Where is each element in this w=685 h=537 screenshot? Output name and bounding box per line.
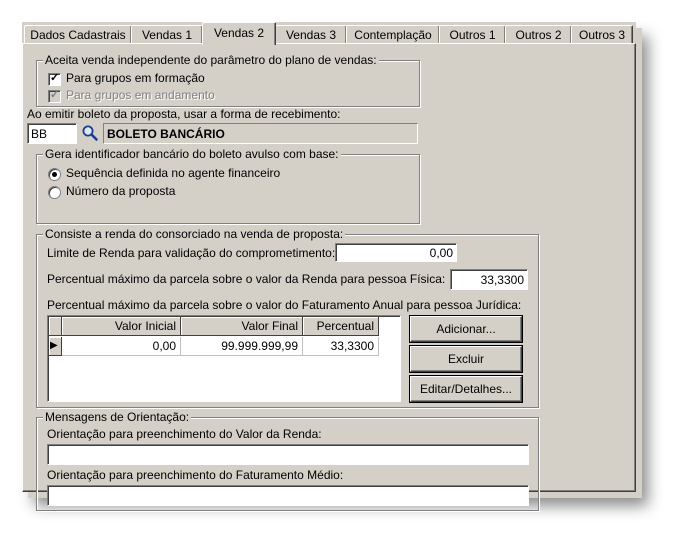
grid-header-valor-inicial[interactable]: Valor Inicial bbox=[62, 317, 181, 336]
form-window bbox=[22, 22, 636, 492]
group-mensagens bbox=[36, 410, 539, 511]
radio-sequencia-agente[interactable] bbox=[48, 168, 61, 181]
group-aceita-venda bbox=[36, 53, 420, 107]
excluir-button[interactable]: Excluir bbox=[410, 346, 522, 372]
forma-recebimento-description: BOLETO BANCÁRIO bbox=[103, 123, 418, 144]
percentual-pf-input[interactable]: 33,3300 bbox=[450, 269, 528, 290]
adicionar-button[interactable]: Adicionar... bbox=[410, 316, 522, 342]
checkbox-grupos-andamento bbox=[48, 90, 61, 103]
faixas-grid[interactable] bbox=[47, 315, 401, 402]
label-forma-recebimento: Ao emitir boleto da proposta, usar a forma de recebimento: bbox=[27, 107, 341, 121]
tab-vendas-1[interactable]: Vendas 1 bbox=[131, 25, 203, 44]
label-percentual-pf: Percentual máximo da parcela sobre o valor da Renda para pessoa Física: bbox=[47, 272, 446, 286]
tab-vendas-3[interactable]: Vendas 3 bbox=[275, 25, 347, 44]
check-icon: ✓ bbox=[50, 72, 60, 84]
radio-selected-dot bbox=[52, 172, 57, 177]
radio-numero-proposta[interactable] bbox=[48, 186, 61, 199]
label-limite-renda: Limite de Renda para validação do comprometimento: bbox=[47, 246, 336, 260]
search-icon[interactable] bbox=[81, 124, 99, 142]
group-identificador-title: Gera identificador bancário do boleto avulso com base: bbox=[45, 147, 339, 161]
table-row-valor-inicial[interactable]: 0,00 bbox=[62, 337, 181, 356]
label-sequencia-agente: Sequência definida no agente financeiro bbox=[66, 166, 281, 180]
grid-header-percentual[interactable]: Percentual bbox=[303, 317, 379, 336]
tab-vendas-2[interactable]: Vendas 2 bbox=[202, 22, 276, 45]
tab-outros-3[interactable]: Outros 3 bbox=[571, 25, 633, 44]
group-renda-title: Consiste a renda do consorciado na venda de proposta: bbox=[45, 227, 344, 241]
label-grupos-andamento: Para grupos em andamento bbox=[66, 88, 215, 102]
tab-contemplacao[interactable]: Contemplação bbox=[346, 25, 440, 44]
row-pointer-icon: ▶ bbox=[50, 340, 58, 351]
tab-panel-vendas-2 bbox=[22, 43, 636, 492]
limite-renda-input[interactable]: 0,00 bbox=[335, 243, 457, 262]
forma-recebimento-code-input[interactable]: BB bbox=[27, 123, 77, 144]
tab-outros-1[interactable]: Outros 1 bbox=[439, 25, 506, 44]
tab-strip bbox=[22, 22, 636, 44]
group-aceita-venda-title: Aceita venda independente do parâmetro do plano de vendas: bbox=[45, 53, 377, 67]
label-numero-proposta: Número da proposta bbox=[66, 184, 176, 198]
grid-header-corner bbox=[49, 317, 62, 336]
label-orientacao-renda: Orientação para preenchimento do Valor da Renda: bbox=[47, 427, 322, 441]
group-renda bbox=[36, 227, 539, 408]
grid-header-valor-final[interactable]: Valor Final bbox=[181, 317, 303, 336]
editar-detalhes-button[interactable]: Editar/Detalhes... bbox=[410, 376, 522, 402]
label-orientacao-faturamento: Orientação para preenchimento do Faturamento Médio: bbox=[47, 468, 344, 482]
tab-outros-2[interactable]: Outros 2 bbox=[505, 25, 572, 44]
group-mensagens-title: Mensagens de Orientação: bbox=[45, 410, 190, 424]
label-percentual-pj: Percentual máximo da parcela sobre o valor do Faturamento Anual para pessoa Jurídica: bbox=[47, 298, 522, 312]
orientacao-renda-input[interactable] bbox=[47, 444, 529, 465]
label-grupos-formacao: Para grupos em formação bbox=[66, 71, 205, 85]
group-identificador-bancario bbox=[36, 147, 420, 224]
orientacao-faturamento-input[interactable] bbox=[47, 485, 529, 506]
table-row-valor-final[interactable]: 99.999.999,99 bbox=[181, 337, 303, 356]
table-row-indicator bbox=[49, 337, 62, 356]
tab-dados-cadastrais[interactable]: Dados Cadastrais bbox=[24, 25, 132, 44]
check-icon: ✓ bbox=[50, 89, 60, 101]
table-row-percentual[interactable]: 33,3300 bbox=[303, 337, 379, 356]
checkbox-grupos-formacao[interactable] bbox=[48, 73, 61, 86]
